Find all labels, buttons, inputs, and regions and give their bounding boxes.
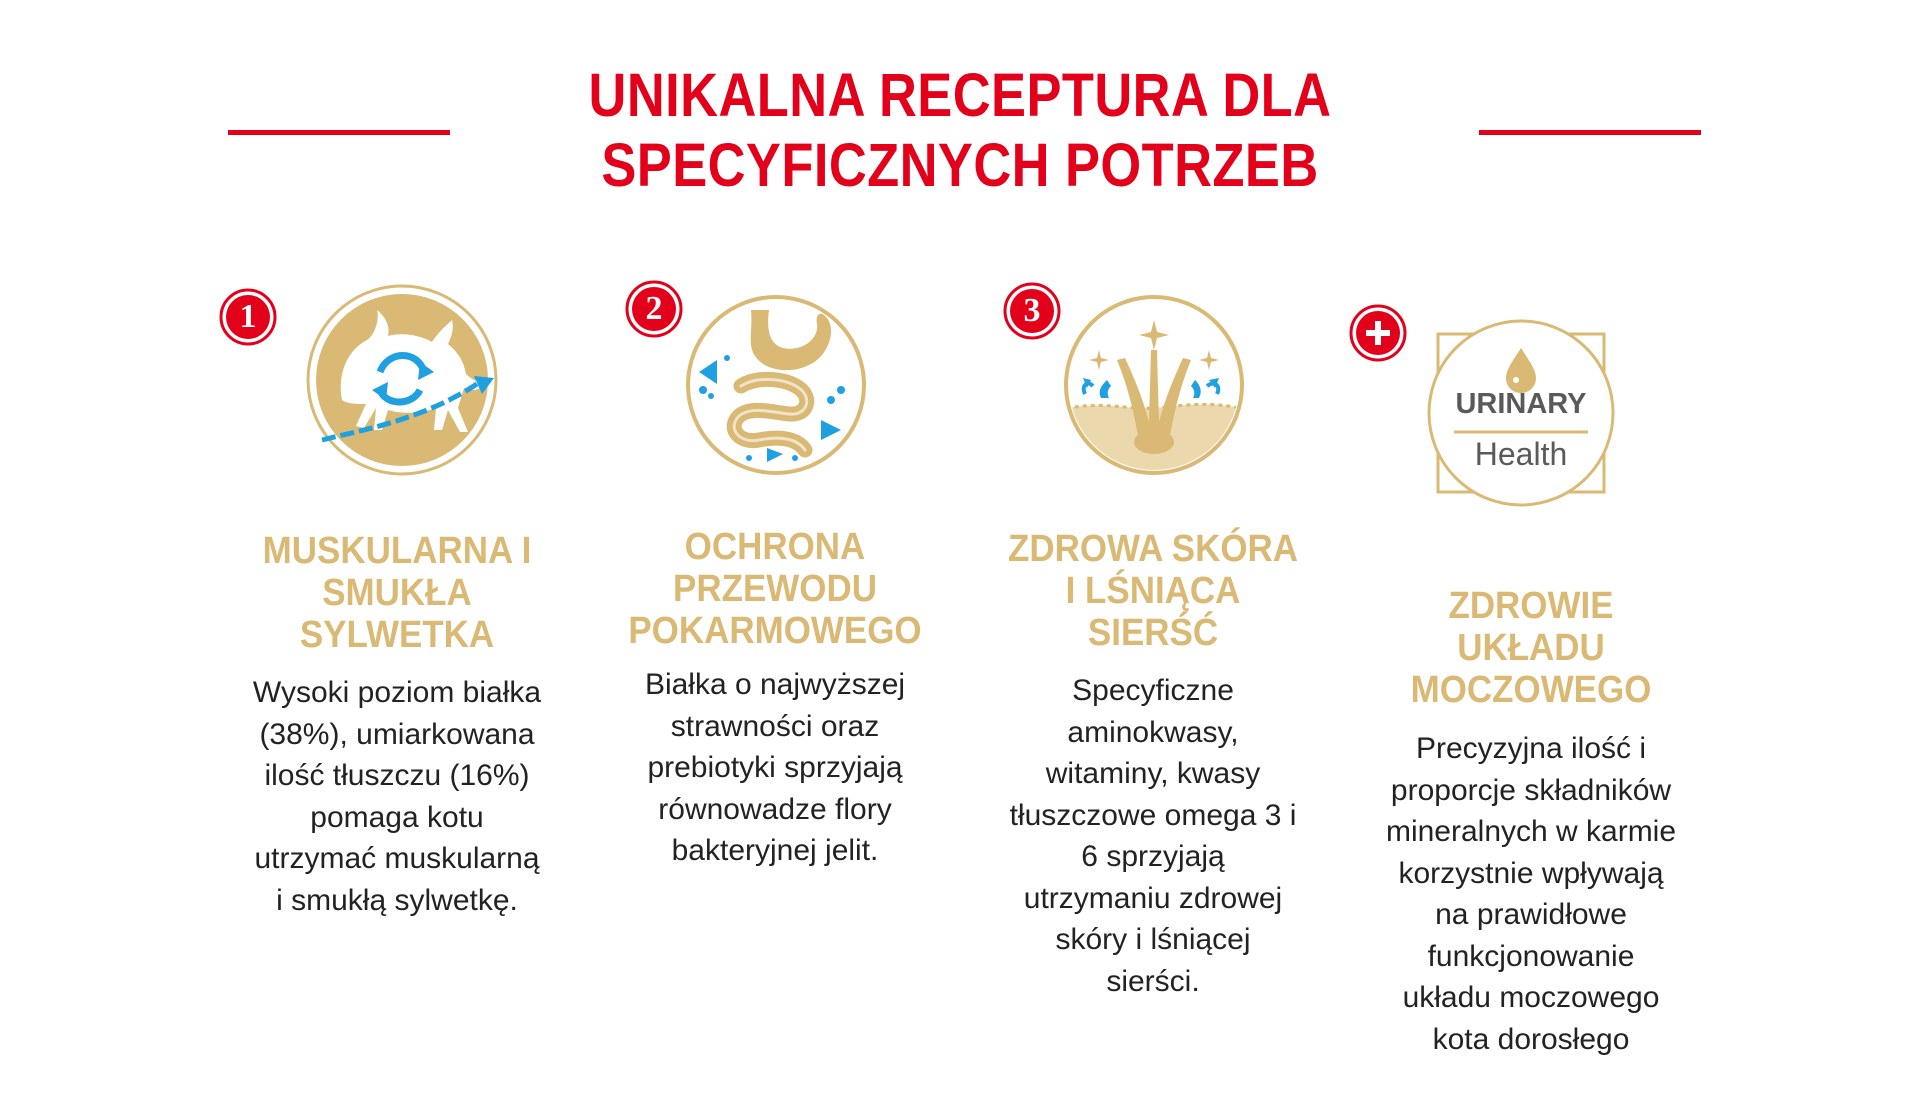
feature-muscle-icon-wrap (207, 280, 587, 520)
feature-digestion-description (585, 664, 965, 872)
description-line: proporcje składników (1390, 773, 1672, 807)
page-title-line1: UNIKALNA RECEPTURA DLA (588, 61, 1332, 129)
feature-skin-coat-heading-line: I LŚNIĄCA (1065, 570, 1241, 612)
feature-urinary (1341, 280, 1721, 1080)
health-label: Health (1474, 436, 1568, 472)
feature-skin-coat-icon-wrap (963, 280, 1343, 520)
description-line: (38%), umiarkowana (259, 717, 535, 751)
feature-skin-coat-description (963, 670, 1343, 1002)
title-rule-right (1479, 130, 1701, 135)
description-line: witaminy, kwasy (1045, 757, 1261, 790)
description-line: Precyzyjna ilość i (1415, 732, 1647, 765)
feature-muscle-heading-line: MUSKULARNA I (262, 530, 532, 572)
feature-digestion-heading-line: OCHRONA (684, 526, 866, 568)
page-header (0, 60, 1920, 210)
description-line: prebiotyki sprzyjają (647, 751, 903, 784)
feature-muscle-heading-line: SYLWETKA (299, 614, 495, 656)
feature-digestion-heading-line: POKARMOWEGO (628, 610, 922, 652)
description-line: utrzymaniu zdrowej (1023, 881, 1283, 915)
description-line: strawności oraz (670, 709, 880, 743)
description-line: mineralnych w karmie (1385, 815, 1677, 848)
description-line: tłuszczowe omega 3 i (1009, 798, 1297, 832)
description-line: skóry i lśniącej (1055, 923, 1251, 956)
description-line: korzystnie wpływają (1398, 856, 1664, 890)
page-title (564, 60, 1355, 200)
badge-2-number: 2 (645, 290, 663, 327)
cat-muscle-icon (302, 280, 502, 480)
description-line: ilość tłuszczu (16%) (264, 759, 530, 792)
description-line: Białka o najwyższej (644, 668, 906, 701)
feature-urinary-heading (1356, 585, 1706, 711)
feature-skin-coat (963, 280, 1343, 1000)
feature-urinary-icon-wrap (1341, 280, 1721, 520)
badge-1-number: 1 (239, 298, 257, 335)
feature-digestion (585, 280, 965, 940)
description-line: aminokwasy, (1067, 715, 1239, 749)
urinary-label: URINARY (1455, 388, 1587, 420)
description-line: Wysoki poziom białka (252, 676, 542, 709)
feature-urinary-heading-line: MOCZOWEGO (1410, 669, 1652, 711)
feature-urinary-heading-line: UKŁADU (1457, 627, 1605, 669)
feature-digestion-icon-wrap (585, 280, 965, 520)
description-line: 6 sprzyjają (1081, 840, 1225, 873)
page-title-line2: SPECYFICZNYCH POTRZEB (601, 131, 1319, 199)
description-line: kota dorosłego (1432, 1022, 1630, 1056)
description-line: funkcjonowanie (1427, 939, 1635, 973)
feature-digestion-heading-line: PRZEWODU (673, 568, 877, 610)
description-line: równowadze flory (658, 792, 892, 826)
feature-muscle-heading-line: SMUKŁA (322, 572, 472, 614)
description-line: bakteryjnej jelit. (671, 834, 879, 867)
description-line: sierści. (1106, 964, 1200, 998)
skin-hair-icon (1059, 290, 1249, 480)
feature-muscle-description (207, 672, 587, 921)
feature-skin-coat-heading (978, 528, 1328, 654)
description-line: Specyficzne (1072, 674, 1234, 707)
feature-digestion-heading (600, 526, 950, 652)
feature-muscle (207, 280, 587, 940)
badge-2 (625, 280, 683, 338)
urinary-health-icon (1426, 310, 1626, 510)
feature-muscle-heading (222, 530, 572, 656)
description-line: pomaga kotu (310, 800, 484, 834)
description-line: na prawidłowe (1435, 898, 1627, 931)
feature-skin-coat-heading-line: ZDROWA SKÓRA (1007, 528, 1299, 570)
badge-3 (1003, 282, 1061, 340)
badge-plus (1349, 304, 1407, 362)
feature-skin-coat-heading-line: SIERŚĆ (1087, 612, 1219, 654)
description-line: układu moczowego (1402, 981, 1660, 1014)
feature-urinary-description (1341, 728, 1721, 1060)
badge-3-number: 3 (1023, 292, 1041, 329)
feature-urinary-heading-line: ZDROWIE (1448, 585, 1614, 627)
badge-1 (219, 288, 277, 346)
digestive-tract-icon (681, 290, 871, 480)
description-line: utrzymać muskularną (254, 842, 540, 875)
title-rule-left (228, 130, 450, 135)
description-line: i smukłą sylwetkę. (276, 883, 518, 917)
